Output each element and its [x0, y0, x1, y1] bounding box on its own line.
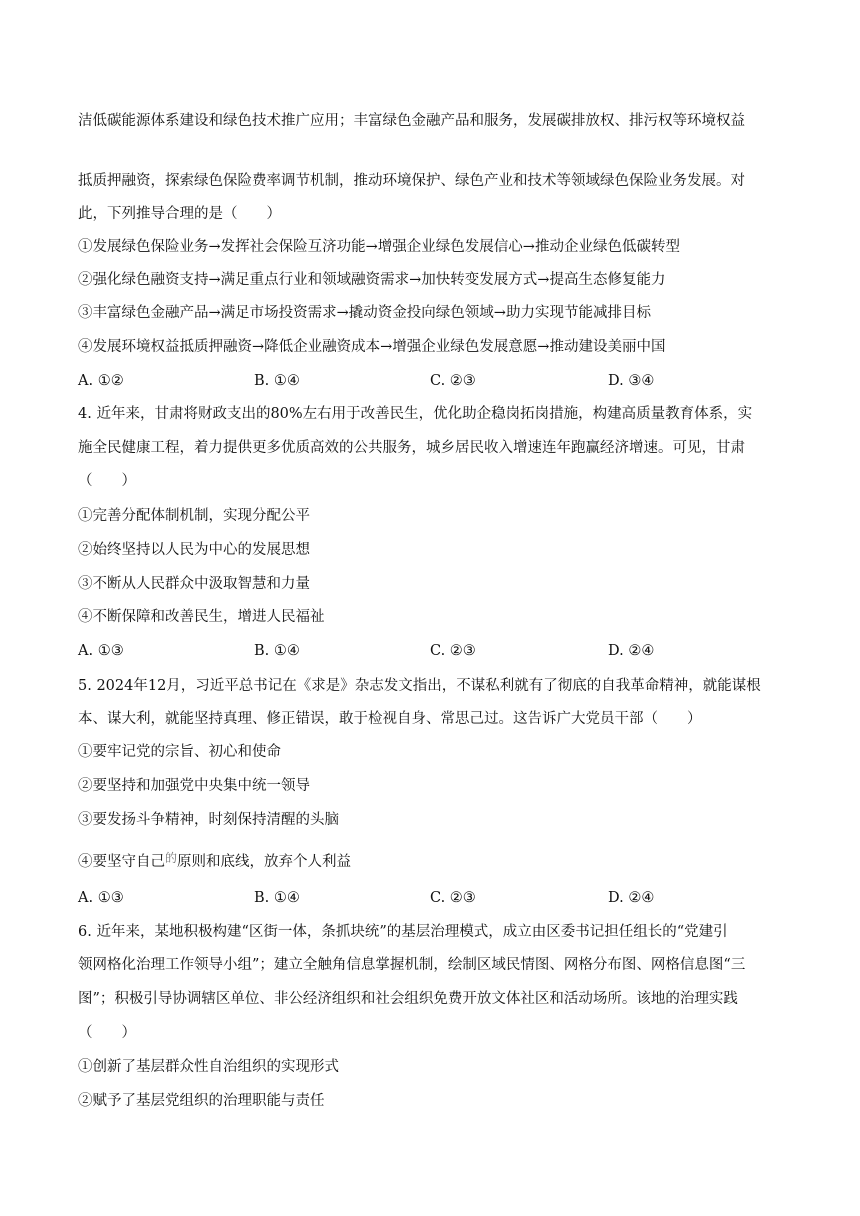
q5-item: ③要发扬斗争精神，时刻保持清醒的头脑: [78, 812, 339, 828]
q3-item: ②强化绿色融资支持→满足重点行业和领域融资需求→加快转变发展方式→提高生态修复能力: [78, 272, 666, 288]
q5-stem-line: 5. 2024年12月，习近平总书记在《求是》杂志发文指出，不谋私利就有了彻底的自我革命精神，就能谋根: [78, 678, 761, 694]
q6-item: ②赋予了基层党组织的治理职能与责任: [78, 1093, 325, 1109]
q4-option-d: D. ②④: [608, 643, 655, 659]
q4-item: ④不断保障和改善民生，增进人民福祉: [78, 609, 325, 625]
q3-stem-line: 洁低碳能源体系建设和绿色技术推广应用；丰富绿色金融产品和服务，发展碳排放权、排污权等环境权益: [78, 113, 745, 129]
q4-stem-line: （ ）: [78, 473, 136, 489]
q5-item: ①要牢记党的宗旨、初心和使命: [78, 744, 281, 760]
q4-stem-line: 施全民健康工程，着力提供更多优质高效的公共服务，城乡居民收入增速连年跑赢经济增速。可见，甘肃: [78, 440, 745, 456]
q6-item: ①创新了基层群众性自治组织的实现形式: [78, 1059, 339, 1075]
q4-item: ①完善分配体制机制，实现分配公平: [78, 508, 310, 524]
q3-option-c: C. ②③: [430, 373, 476, 389]
q5-option-b: B. ①④: [254, 890, 300, 906]
q3-option-d: D. ③④: [608, 373, 655, 389]
q5-option-a: A. ①③: [78, 890, 124, 906]
q3-stem-line: 抵质押融资，探索绿色保险费率调节机制，推动环境保护、绿色产业和技术等领域绿色保险业务发展。对: [78, 173, 745, 189]
q6-stem-line: 图”；积极引导协调辖区单位、非公经济组织和社会组织免费开放文体社区和活动场所。该地的治理实践: [78, 991, 738, 1007]
q4-item: ②始终坚持以人民为中心的发展思想: [78, 542, 310, 558]
q5-item: ②要坚持和加强党中央集中统一领导: [78, 778, 310, 794]
q6-stem-line: （ ）: [78, 1025, 136, 1041]
q6-stem-line: 6. 近年来，某地积极构建“区街一体，条抓块统”的基层治理模式，成立由区委书记担任组长的“党建引: [78, 924, 728, 940]
q5-option-c: C. ②③: [430, 890, 476, 906]
q4-option-b: B. ①④: [254, 643, 300, 659]
q4-option-c: C. ②③: [430, 643, 476, 659]
q5-item4-text: ④要坚守自己: [78, 854, 165, 870]
q3-stem-line: 此，下列推导合理的是（ ）: [78, 206, 281, 222]
q3-option-a: A. ①②: [78, 373, 124, 389]
q5-stem-line: 本、谋大利，就能坚持真理、修正错误，敢于检视自身、常思己过。这告诉广大党员干部（ ）: [78, 711, 702, 727]
q3-item: ③丰富绿色金融产品→满足市场投资需求→撬动资金投向绿色领域→助力实现节能减排目标: [78, 305, 651, 321]
q5-item: [78, 852, 351, 872]
q3-item: ①发展绿色保险业务→发挥社会保险互济功能→增强企业绿色发展信心→推动企业绿色低碳转型: [78, 239, 680, 255]
q4-item: ③不断从人民群众中汲取智慧和力量: [78, 576, 310, 592]
q3-item: ④发展环境权益抵质押融资→降低企业融资成本→增强企业绿色发展意愿→推动建设美丽中国: [78, 339, 666, 355]
q3-option-b: B. ①④: [254, 373, 300, 389]
q5-item4-gray-char: 的: [165, 851, 178, 865]
q5-option-d: D. ②④: [608, 890, 655, 906]
q4-option-a: A. ①③: [78, 643, 124, 659]
q5-item4-text: 原则和底线，放弃个人利益: [177, 854, 352, 870]
q4-stem-line: 4. 近年来，甘肃将财政支出的80%左右用于改善民生，优化助企稳岗拓岗措施，构建高质量教育体系，实: [78, 406, 753, 422]
q6-stem-line: 领网格化治理工作领导小组”；建立全触角信息掌握机制，绘制区域民情图、网格分布图、网格信息图“三: [78, 957, 746, 973]
